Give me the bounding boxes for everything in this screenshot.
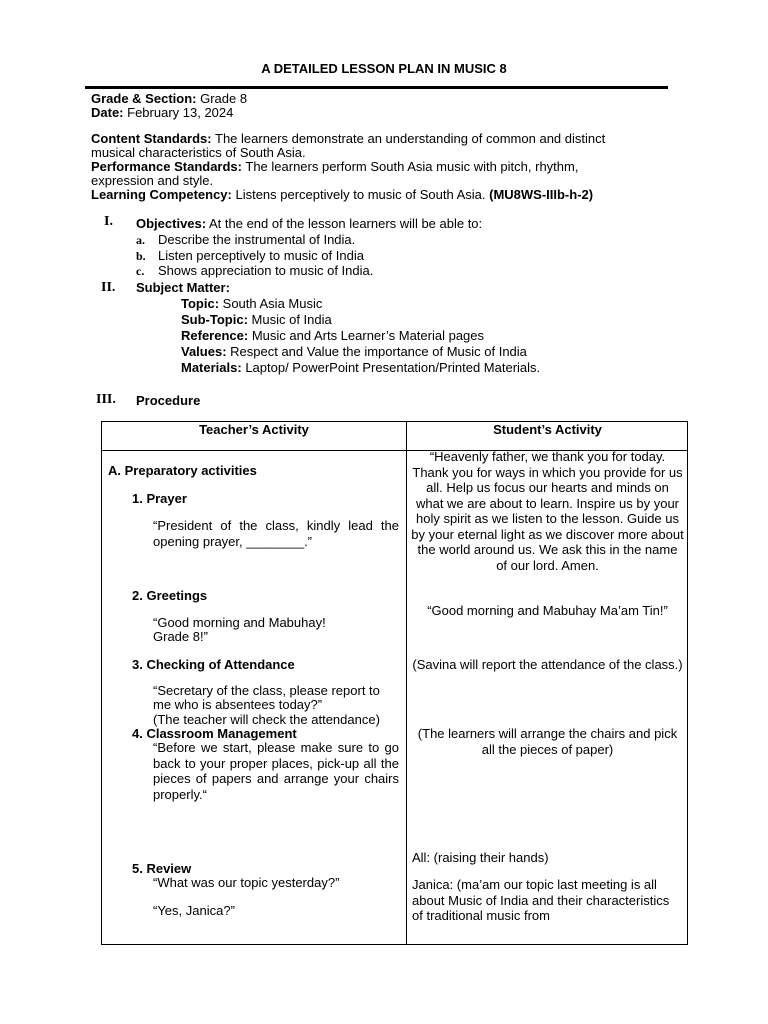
title-rule bbox=[85, 86, 668, 89]
subtopic-value: Music of India bbox=[247, 312, 332, 327]
attendance-heading: 3. Checking of Attendance bbox=[132, 657, 295, 672]
objective-a-text: Describe the instrumental of India. bbox=[158, 232, 356, 247]
document-title: A DETAILED LESSON PLAN IN MUSIC 8 bbox=[261, 61, 507, 76]
performance-text-1: The learners perform South Asia music with pitch, rhythm, bbox=[242, 159, 579, 174]
reference-value: Music and Arts Learner’s Material pages bbox=[248, 328, 485, 343]
date-line bbox=[91, 106, 233, 120]
grade-value: Grade 8 bbox=[196, 91, 248, 106]
date-label: Date: bbox=[91, 105, 124, 120]
reference-label: Reference: bbox=[181, 328, 249, 343]
objectives-text: At the end of the lesson learners will be able to: bbox=[206, 216, 483, 231]
topic-label: Topic: bbox=[181, 296, 220, 311]
section-3-number: III. bbox=[96, 392, 116, 407]
procedure-label: Procedure bbox=[136, 393, 201, 408]
subtopic-label: Sub-Topic: bbox=[181, 312, 248, 327]
section-1-number: I. bbox=[104, 214, 113, 229]
values-line bbox=[181, 345, 527, 359]
content-standards bbox=[91, 132, 605, 146]
attendance-student-text: (Savina will report the attendance of the class.) bbox=[412, 657, 683, 672]
date-value: February 13, 2024 bbox=[123, 105, 234, 120]
content-text-2: musical characteristics of South Asia. bbox=[91, 145, 306, 160]
performance-label: Performance Standards: bbox=[91, 159, 242, 174]
reference-line bbox=[181, 329, 484, 343]
classroom-management-heading: 4. Classroom Management bbox=[132, 726, 297, 741]
values-label: Values: bbox=[181, 344, 227, 359]
subtopic-line bbox=[181, 313, 332, 327]
greetings-student-text: “Good morning and Mabuhay Ma’am Tin!” bbox=[427, 603, 668, 618]
prayer-teacher-text: “President of the class, kindly lead the opening prayer, ________.” bbox=[153, 518, 399, 549]
objective-a-letter: a. bbox=[136, 233, 145, 247]
competency-code: (MU8WS-IIIb-h-2) bbox=[489, 187, 594, 202]
values-value: Respect and Value the importance of Music of India bbox=[226, 344, 527, 359]
student-activity-header: Student’s Activity bbox=[493, 422, 602, 437]
objective-c-text: Shows appreciation to music of India. bbox=[158, 263, 374, 278]
classroom-management-student-text: (The learners will arrange the chairs and pick all the pieces of paper) bbox=[417, 726, 678, 757]
greetings-teacher-text-2: Grade 8!” bbox=[153, 629, 208, 644]
grade-label: Grade & Section: bbox=[91, 91, 197, 106]
column-divider bbox=[406, 422, 407, 944]
content-label: Content Standards: bbox=[91, 131, 212, 146]
performance-text-2: expression and style. bbox=[91, 173, 214, 188]
review-heading: 5. Review bbox=[132, 861, 192, 876]
performance-standards bbox=[91, 160, 578, 174]
review-student-janica: Janica: (ma’am our topic last meeting is all about Music of India and their characteristics of traditional music from bbox=[412, 877, 670, 923]
competency-label: Learning Competency: bbox=[91, 187, 232, 202]
grade-section-line bbox=[91, 92, 247, 106]
attendance-teacher-note: (The teacher will check the attendance) bbox=[153, 712, 380, 727]
attendance-teacher-text: “Secretary of the class, please report to me who is absentees today?” bbox=[153, 683, 380, 712]
topic-value: South Asia Music bbox=[219, 296, 323, 311]
objective-c-letter: c. bbox=[136, 264, 145, 278]
content-text-1: The learners demonstrate an understanding of common and distinct bbox=[211, 131, 606, 146]
learning-competency bbox=[91, 188, 593, 202]
objective-b-text: Listen perceptively to music of India bbox=[158, 248, 364, 263]
classroom-management-teacher-text: “Before we start, please make sure to go back to your proper places, pick-up all the pieces of papers and arrange your chairs properly.“ bbox=[153, 740, 399, 802]
objectives-label: Objectives: bbox=[136, 216, 207, 231]
prayer-heading: 1. Prayer bbox=[132, 491, 187, 506]
topic-line bbox=[181, 297, 322, 311]
materials-line bbox=[181, 361, 540, 375]
materials-value: Laptop/ PowerPoint Presentation/Printed Materials. bbox=[241, 360, 541, 375]
prayer-student-text: “Heavenly father, we thank you for today. Thank you for ways in which you provide for us all. Help us focus our hearts and minds on what we are about to learn. Inspire us by your holy spirit as we listen to the lesson. Guide us by your eternal light as we discover more about the world around us. We ask this in the name of our lord. Amen. bbox=[411, 449, 684, 573]
teacher-activity-header: Teacher’s Activity bbox=[199, 422, 309, 437]
greetings-heading: 2. Greetings bbox=[132, 588, 208, 603]
review-teacher-question: “What was our topic yesterday?” bbox=[153, 875, 340, 890]
subject-matter-label: Subject Matter: bbox=[136, 280, 230, 295]
greetings-teacher-text-1: “Good morning and Mabuhay! bbox=[153, 615, 326, 630]
objectives-line bbox=[136, 217, 482, 231]
preparatory-activities-heading: A. Preparatory activities bbox=[108, 463, 257, 478]
objective-b-letter: b. bbox=[136, 249, 146, 263]
activity-table bbox=[101, 421, 688, 945]
section-2-number: II. bbox=[101, 280, 116, 295]
competency-text: Listens perceptively to music of South Asia. bbox=[231, 187, 490, 202]
materials-label: Materials: bbox=[181, 360, 242, 375]
review-teacher-followup: “Yes, Janica?” bbox=[153, 903, 235, 918]
review-student-all: All: (raising their hands) bbox=[412, 850, 549, 865]
